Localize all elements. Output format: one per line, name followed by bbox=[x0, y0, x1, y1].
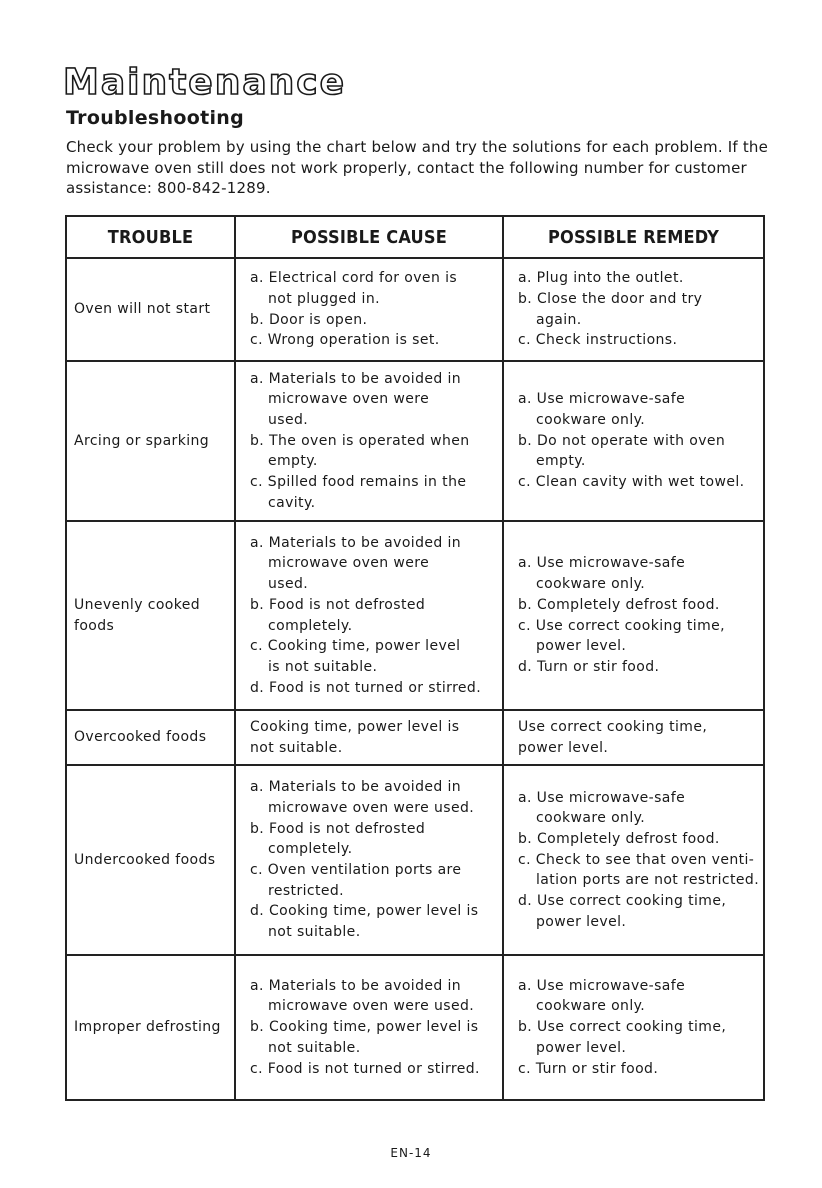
remedy-line: b. Completely defrost food. bbox=[518, 830, 720, 847]
cause-line: a. Materials to be avoided in bbox=[250, 779, 462, 796]
cause-line: not plugged in. bbox=[268, 290, 380, 307]
cause-line: a. Materials to be avoided in bbox=[250, 370, 462, 387]
header-possible-cause: POSSIBLE CAUSE bbox=[235, 216, 503, 258]
cause-list bbox=[250, 717, 498, 758]
cause-line: a. Materials to be avoided in bbox=[250, 977, 462, 994]
remedy-line: a. Plug into the outlet. bbox=[518, 270, 684, 287]
cause-line: b. Door is open. bbox=[250, 311, 368, 328]
remedy-line: c. Check instructions. bbox=[518, 332, 678, 349]
remedy-cell bbox=[503, 765, 764, 955]
table-row bbox=[66, 955, 764, 1100]
remedy-line: d. Turn or stir food. bbox=[518, 658, 660, 675]
header-possible-remedy: POSSIBLE REMEDY bbox=[503, 216, 764, 258]
cause-line: restricted. bbox=[268, 882, 345, 899]
cause-list bbox=[250, 533, 498, 699]
remedy-list bbox=[518, 976, 759, 1080]
cause-line: used. bbox=[268, 576, 309, 593]
cause-line: a. Electrical cord for oven is bbox=[250, 270, 458, 287]
remedy-line: c. Check to see that oven venti- bbox=[518, 851, 755, 868]
remedy-line: a. Use microwave-safe bbox=[518, 555, 686, 572]
trouble-text: Arcing or sparking bbox=[74, 432, 210, 449]
remedy-line: again. bbox=[536, 311, 582, 328]
cause-line: completely. bbox=[268, 617, 353, 634]
troubleshooting-table bbox=[65, 215, 765, 1101]
remedy-line: cookware only. bbox=[536, 810, 646, 827]
cause-line: microwave oven were used. bbox=[268, 998, 475, 1015]
cause-line: c. Oven ventilation ports are bbox=[250, 862, 462, 878]
cause-line: b. The oven is operated when bbox=[250, 432, 470, 449]
remedy-line: b. Completely defrost food. bbox=[518, 596, 720, 613]
cause-line: is not suitable. bbox=[268, 658, 378, 675]
trouble-text: Undercooked foods bbox=[74, 851, 216, 868]
page-number: EN-14 bbox=[390, 1146, 432, 1160]
remedy-list bbox=[518, 717, 759, 758]
cause-line: completely. bbox=[268, 841, 353, 858]
remedy-line: cookware only. bbox=[536, 998, 646, 1015]
trouble-text: Oven will not start bbox=[74, 301, 211, 317]
remedy-line: Use correct cooking time, bbox=[518, 718, 708, 735]
cause-line: not suitable. bbox=[250, 739, 343, 756]
remedy-line: b. Do not operate with oven bbox=[518, 432, 726, 449]
cause-line: d. Cooking time, power level is bbox=[250, 903, 479, 920]
table-row bbox=[66, 361, 764, 521]
remedy-line: cookware only. bbox=[536, 576, 646, 593]
intro-paragraph bbox=[66, 137, 769, 199]
remedy-line: c. Clean cavity with wet towel. bbox=[518, 474, 745, 491]
cause-cell bbox=[235, 765, 503, 955]
cause-line: microwave oven were used. bbox=[268, 799, 475, 816]
remedy-line: empty. bbox=[536, 453, 586, 470]
cause-line: b. Cooking time, power level is bbox=[250, 1019, 479, 1036]
remedy-line: a. Use microwave-safe bbox=[518, 789, 686, 806]
cause-line: microwave oven were bbox=[268, 555, 430, 572]
cause-list bbox=[250, 369, 498, 514]
trouble-cell bbox=[66, 258, 235, 361]
trouble-text: Overcooked foods bbox=[74, 729, 207, 745]
cause-line: used. bbox=[268, 411, 309, 428]
trouble-cell bbox=[66, 521, 235, 710]
cause-line: cavity. bbox=[268, 494, 316, 511]
trouble-text: Improper defrosting bbox=[74, 1019, 221, 1035]
cause-line: b. Food is not defrosted bbox=[250, 820, 426, 837]
remedy-cell bbox=[503, 521, 764, 710]
intro-line: microwave oven still does not work properly, contact the following number for customer bbox=[66, 158, 747, 177]
remedy-line: c. Use correct cooking time, bbox=[518, 617, 725, 634]
cause-line: a. Materials to be avoided in bbox=[250, 534, 462, 551]
cause-cell bbox=[235, 258, 503, 361]
remedy-line: power level. bbox=[536, 1039, 627, 1056]
remedy-cell bbox=[503, 258, 764, 361]
cause-line: empty. bbox=[268, 453, 318, 470]
trouble-cell bbox=[66, 361, 235, 521]
page-title: Maintenance bbox=[63, 62, 347, 103]
intro-line: Check your problem by using the chart below and try the solutions for each problem. If the bbox=[66, 138, 769, 156]
cause-line: c. Wrong operation is set. bbox=[250, 332, 440, 349]
remedy-list bbox=[518, 553, 759, 677]
remedy-line: power level. bbox=[536, 913, 627, 930]
intro-line: assistance: 800-842-1289. bbox=[66, 179, 271, 197]
cause-list bbox=[250, 976, 498, 1080]
cause-cell bbox=[235, 521, 503, 710]
table-body bbox=[66, 258, 764, 1100]
remedy-cell bbox=[503, 955, 764, 1100]
remedy-line: a. Use microwave-safe bbox=[518, 391, 686, 408]
header-trouble: TROUBLE bbox=[66, 216, 235, 258]
cause-cell bbox=[235, 361, 503, 521]
remedy-line: power level. bbox=[518, 739, 609, 756]
trouble-text: Unevenly cooked bbox=[74, 596, 201, 613]
cause-cell bbox=[235, 710, 503, 765]
trouble-cell bbox=[66, 765, 235, 955]
remedy-cell bbox=[503, 710, 764, 765]
remedy-list bbox=[518, 268, 759, 351]
cause-line: not suitable. bbox=[268, 1039, 361, 1056]
table-row bbox=[66, 765, 764, 955]
remedy-line: c. Turn or stir food. bbox=[518, 1060, 659, 1077]
remedy-line: lation ports are not restricted. bbox=[536, 872, 760, 889]
remedy-list bbox=[518, 788, 759, 933]
cause-cell bbox=[235, 955, 503, 1100]
cause-line: c. Cooking time, power level bbox=[250, 638, 461, 655]
cause-line: microwave oven were bbox=[268, 391, 430, 408]
trouble-cell bbox=[66, 710, 235, 765]
cause-line: b. Food is not defrosted bbox=[250, 596, 426, 613]
remedy-line: b. Close the door and try bbox=[518, 290, 703, 307]
table-row bbox=[66, 521, 764, 710]
remedy-line: b. Use correct cooking time, bbox=[518, 1019, 727, 1036]
table-row bbox=[66, 710, 764, 765]
remedy-line: cookware only. bbox=[536, 411, 646, 428]
remedy-list bbox=[518, 389, 759, 493]
section-title: Troubleshooting bbox=[66, 107, 244, 129]
cause-line: c. Spilled food remains in the bbox=[250, 474, 467, 491]
cause-line: not suitable. bbox=[268, 924, 361, 941]
cause-list bbox=[250, 777, 498, 943]
cause-list bbox=[250, 268, 498, 351]
cause-line: c. Food is not turned or stirred. bbox=[250, 1060, 480, 1077]
remedy-line: a. Use microwave-safe bbox=[518, 977, 686, 994]
remedy-line: d. Use correct cooking time, bbox=[518, 893, 727, 910]
table-row bbox=[66, 258, 764, 361]
table-header-row bbox=[66, 216, 764, 258]
trouble-cell bbox=[66, 955, 235, 1100]
remedy-line: power level. bbox=[536, 638, 627, 655]
trouble-text: foods bbox=[74, 617, 115, 634]
cause-line: Cooking time, power level is bbox=[250, 718, 460, 735]
remedy-cell bbox=[503, 361, 764, 521]
cause-line: d. Food is not turned or stirred. bbox=[250, 679, 482, 696]
